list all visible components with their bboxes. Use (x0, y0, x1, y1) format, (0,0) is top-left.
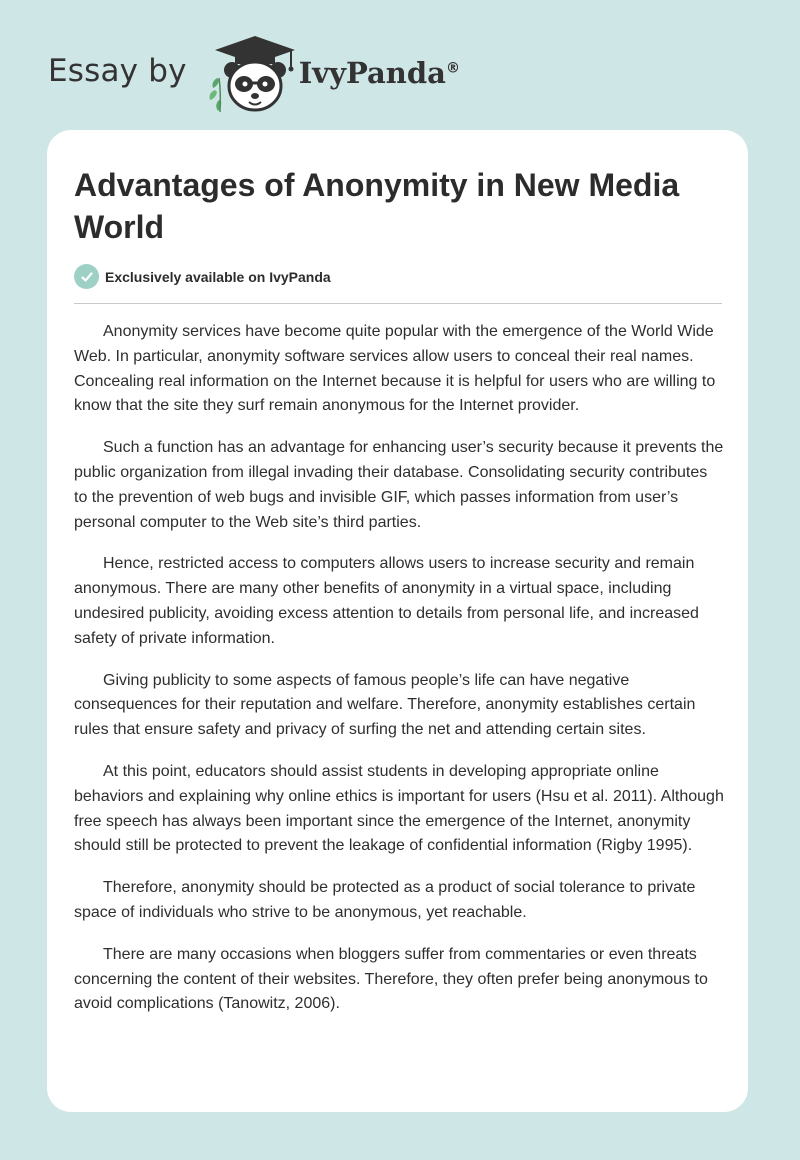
paragraph: Such a function has an advantage for enhancing user’s security because it prevents the public organization from illegal invading their database. Consolidating security contributes to the prevention of web bugs and invisible GIF, which passes information from user’s personal computer to the Web site’s third parties. (74, 439, 724, 531)
exclusive-badge (74, 264, 331, 289)
essay-by-label: Essay by (48, 53, 187, 89)
paragraph: There are many occasions when bloggers suffer from commentaries or even threats concerning the content of their websites. Therefore, they often prefer being anonymous to avoid complications (Tanowitz, 2006). (74, 945, 708, 1013)
essay-body (74, 320, 724, 1034)
paragraph: Hence, restricted access to computers allows users to increase security and remain anonymous. There are many other benefits of anonymity in a virtual space, including undesired publicity, avoiding excess attention to details from personal life, and increased safety of private information. (74, 555, 699, 647)
site-header (48, 34, 460, 114)
divider (74, 303, 722, 304)
exclusive-label: Exclusively available on IvyPanda (105, 268, 331, 285)
page-title: Advantages of Anonymity in New Media World (74, 167, 680, 245)
registered-mark: ® (445, 60, 460, 77)
check-icon (74, 264, 99, 289)
paragraph: Therefore, anonymity should be protected as a product of social tolerance to private space of individuals who strive to be anonymous, yet reachable. (74, 879, 696, 921)
paragraph: Anonymity services have become quite popular with the emergence of the World Wide Web. In particular, anonymity software services allow users to conceal their real names. Concealing real information on the Internet because it is helpful for users who are willing to know that the site they surf remain anonymous for the Internet provider. (74, 323, 716, 415)
paragraph: At this point, educators should assist students in developing appropriate online behaviors and explaining why online ethics is important for users (Hsu et al. 2011). Although free speech has always been important since the emergence of the Internet, anonymity should still be protected to prevent the leakage of confidential information (Rigby 1995). (74, 762, 724, 855)
panda-logo-icon[interactable] (205, 34, 299, 114)
brand-text: IvyPanda (298, 56, 446, 90)
essay-card (47, 130, 748, 1112)
paragraph: Giving publicity to some aspects of famous people’s life can have negative consequences for their reputation and welfare. Therefore, anonymity establishes certain rules that ensure safety and privacy of surfing the net and attending certain sites. (74, 671, 696, 739)
brand-name[interactable] (299, 56, 460, 90)
